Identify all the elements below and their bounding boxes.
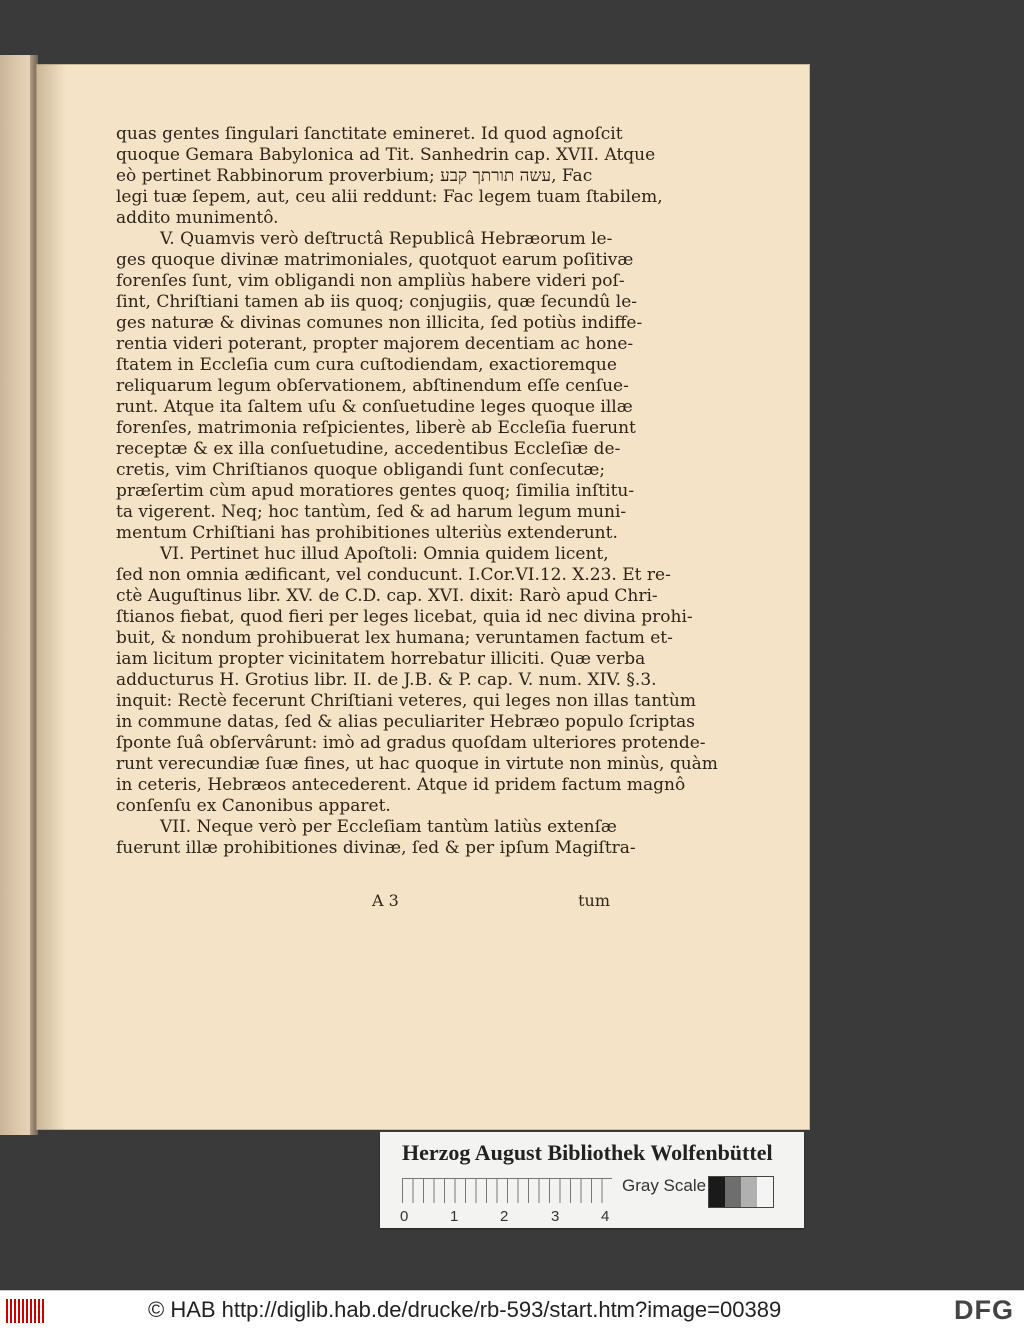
text-line: addito munimentô.	[116, 208, 279, 228]
page-text	[116, 124, 718, 859]
text-line: ſtianos fiebat, quod fieri per leges licebat, quia id nec divina prohi-	[116, 607, 693, 627]
footer-bar	[0, 1290, 1024, 1330]
text-line: ſed non omnia ædificant, vel conducunt. I.Cor.VI.12. X.23. Et re-	[116, 565, 671, 585]
text-line: mentum Crhiſtiani has prohibitiones ulteriùs extenderunt.	[116, 523, 618, 543]
text-line: ſtatem in Eccleſia cum cura cuſtodiendam, exactioremque	[116, 355, 617, 375]
ruler-number: 3	[551, 1208, 560, 1225]
text-line: ges naturæ & divinas comunes non illicita, ſed potiùs indiffe-	[116, 313, 643, 333]
text-line: buit, & nondum prohibuerat lex humana; veruntamen factum et-	[116, 628, 673, 648]
text-line: adducturus H. Grotius libr. II. de J.B. & P. cap. V. num. XIV. §.3.	[116, 670, 657, 690]
text-line: forenſes ſunt, vim obligandi non ampliùs habere videri poſ-	[116, 271, 625, 291]
text-line: ta vigerent. Neq; hoc tantùm, ſed & ad harum legum muni-	[116, 502, 627, 522]
left-page-edge	[0, 55, 34, 1135]
gray-scale-label: Gray Scale	[622, 1176, 707, 1195]
text-line: iam licitum propter vicinitatem horrebatur illiciti. Quæ verba	[116, 649, 646, 669]
text-line: legi tuæ ſepem, aut, ceu alii reddunt: Fac legem tuam ſtabilem,	[116, 187, 663, 207]
text-line: in ceteris, Hebræos antecederent. Atque id pridem factum magnô	[116, 775, 686, 795]
page-footer	[116, 891, 610, 913]
text-line: eò pertinet Rabbinorum proverbium; עשה תורתך קבע, Fac	[116, 166, 593, 186]
copyright-link[interactable]: © HAB http://diglib.hab.de/drucke/rb-593/start.htm?image=00389	[148, 1297, 782, 1322]
text-line: ſint, Chriſtiani tamen ab iis quoq; conjugiis, quæ ſecundû le-	[116, 292, 637, 312]
text-line: ges quoque divinæ matrimoniales, quotquot earum poſitivæ	[116, 250, 634, 270]
text-line: ſponte ſuâ obſervârunt: imò ad gradus quoſdam ulteriores protende-	[116, 733, 706, 753]
library-label-card	[380, 1132, 804, 1228]
gray-swatch	[741, 1177, 757, 1207]
gray-scale-swatch	[708, 1176, 774, 1208]
text-line: conſenſu ex Canonibus apparet.	[116, 796, 391, 816]
text-line: receptæ & ex illa conſuetudine, accedentibus Eccleſiæ de-	[116, 439, 621, 459]
text-line: reliquarum legum obſervationem, abſtinendum eſſe cenſue-	[116, 376, 629, 396]
gray-swatch	[757, 1177, 773, 1207]
text-line: præſertim cùm apud moratiores gentes quoq; ſimilia inſtitu-	[116, 481, 635, 501]
library-name: Herzog August Bibliothek Wolfenbüttel	[402, 1140, 773, 1165]
text-line: VII. Neque verò per Eccleſiam tantùm latiùs extenſæ	[160, 817, 617, 837]
text-line: VI. Pertinet huc illud Apoſtoli: Omnia quidem licent,	[160, 544, 609, 564]
text-line: runt verecundiæ ſuæ fines, ut hac quoque in virtute non minùs, quàm	[116, 754, 718, 774]
dfg-logo: DFG	[954, 1295, 1014, 1325]
catchword: tum	[578, 891, 610, 910]
ruler-numbers	[400, 1208, 630, 1224]
text-line: fuerunt illæ prohibitiones divinæ, ſed & per ipſum Magiſtra-	[116, 838, 636, 858]
text-line: ctè Auguſtinus libr. XV. de C.D. cap. XVI. dixit: Rarò apud Chri-	[116, 586, 658, 606]
scale-ruler	[402, 1178, 612, 1203]
text-line: V. Quamvis verò deſtructâ Republicâ Hebræorum le-	[160, 229, 613, 249]
text-line: inquit: Rectè fecerunt Chriſtiani veteres, qui leges non illas tantùm	[116, 691, 696, 711]
text-line: cretis, vim Chriſtianos quoque obligandi ſunt conſecutæ;	[116, 460, 606, 480]
ruler-number: 4	[601, 1208, 610, 1225]
text-line: quas gentes ſingulari ſanctitate emineret. Id quod agnoſcit	[116, 124, 623, 144]
text-line: in commune datas, ſed & alias peculiariter Hebræo populo ſcriptas	[116, 712, 696, 732]
text-line: runt. Atque ita ſaltem uſu & conſuetudine leges quoque illæ	[116, 397, 633, 417]
text-line: rentia videri poterant, propter majorem decentiam ac hone-	[116, 334, 634, 354]
gray-swatch	[709, 1177, 725, 1207]
hab-barcode-icon	[6, 1299, 46, 1323]
ruler-number: 1	[450, 1208, 459, 1225]
page-gutter-shadow	[36, 64, 66, 1130]
text-line: quoque Gemara Babylonica ad Tit. Sanhedrin cap. XVII. Atque	[116, 145, 656, 165]
gray-swatch	[725, 1177, 741, 1207]
ruler-number: 0	[400, 1208, 409, 1225]
text-line: forenſes, matrimonia reſpicientes, liberè ab Eccleſia fuerunt	[116, 418, 636, 438]
ruler-number: 2	[500, 1208, 509, 1225]
signature-mark: A 3	[372, 891, 399, 910]
